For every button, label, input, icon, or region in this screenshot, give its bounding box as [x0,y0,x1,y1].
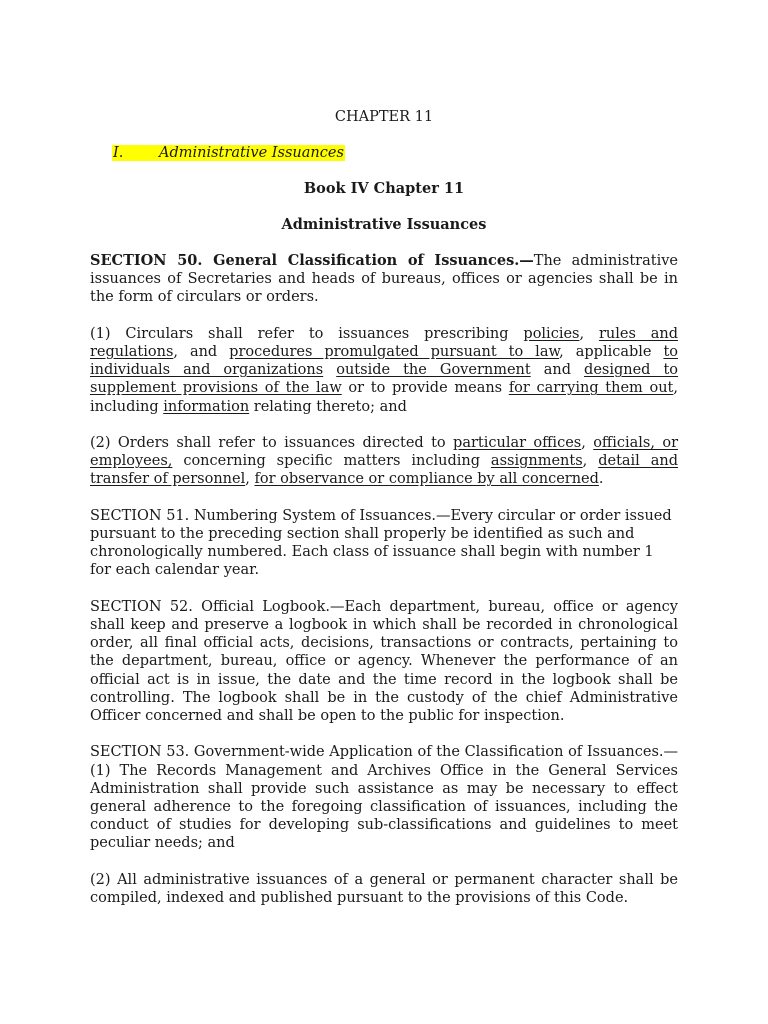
text-run: , [245,471,255,488]
underlined-term: for carrying them out [508,380,674,397]
underlined-term: officials, or employees, [90,435,678,470]
underlined-term: rules and regulations [90,325,679,360]
text-run [323,362,336,378]
underlined-term: particular offices [453,435,582,451]
section-50-label: SECTION 50. General Classification of Issuances.— [90,252,534,269]
text-run: , [581,435,594,451]
heading-number: I. [113,145,124,161]
underlined-term: detail and transfer of personnel [90,453,679,488]
text-run: (2) Orders shall refer to issuances directed to [90,435,454,451]
text-run: relating thereto; and [249,398,407,415]
underlined-term: for observance or compliance by all concerned [254,471,599,488]
text-run: . [598,471,604,488]
text-run: concerning specific matters including [172,453,491,470]
document-body [90,108,678,925]
section-53-part-2: (2) All administrative issuances of a general or permanent character shall be compiled, indexed and published pursuant to the provisions of this Code. [90,871,678,907]
text-run: or to provide means [341,380,509,397]
section-53: SECTION 53. Government-wide Application of the Classification of Issuances.—(1) The Records Management and Archives Office in the General Services Administration shall provide such assistance as may be necessary to effect general adherence to the foregoing classification of issuances, including the conduct of studies for developing sub-classifications and guidelines to meet peculiar needs; and [90,744,678,852]
underlined-term: designed to supplement provisions of the law [90,362,679,397]
text-run: and [530,362,585,379]
book-title: Book IV Chapter 11 [303,180,465,197]
text-run: , [582,453,599,470]
section-52: SECTION 52. Official Logbook.—Each department, bureau, office or agency shall keep and preserve a logbook in which shall be recorded in chronological order, all final official acts, decisions, transactions or contracts, pertaining to the department, bureau, office or agency. Whenever the performance of an official act is in issue, the date and the time record in the logbook shall be controlling. The logbook shall be in the custody of the chief Administrative Officer concerned and shall be open to the public for inspection. [90,598,678,725]
subtitle: Administrative Issuances [281,216,487,233]
section-50-body: The administrative issuances of Secretaries and heads of bureaus, offices or agencies shall be in the form of circulars or orders. [90,253,678,306]
underlined-term: procedures promulgated pursuant to law [229,344,560,360]
text-run: , and [173,344,230,360]
chapter-title: CHAPTER 11 [334,109,434,125]
underlined-term: assignments [490,453,583,470]
section-heading [90,144,678,162]
underlined-term: to individuals and organizations [90,344,678,379]
heading-text: Administrative Issuances [159,145,344,161]
section-50 [90,252,678,307]
text-run: , including [90,380,678,415]
text-run: , applicable [559,344,664,360]
underlined-term: information [163,398,250,415]
heading-highlight [112,145,345,161]
section-51: SECTION 51. Numbering System of Issuances.—Every circular or order issued pursuant to the preceding section shall properly be identified as such and chronologically numbered. Each class of issuance shall begin with number 1 for each calendar year. [90,507,672,579]
text-run: , [579,325,599,342]
paragraph-orders [90,434,678,489]
text-run: (1) Circulars shall refer to issuances prescribing [90,325,524,342]
underlined-term: policies [523,325,580,342]
underlined-term: outside the Government [336,362,531,379]
paragraph-circulars [90,325,678,416]
